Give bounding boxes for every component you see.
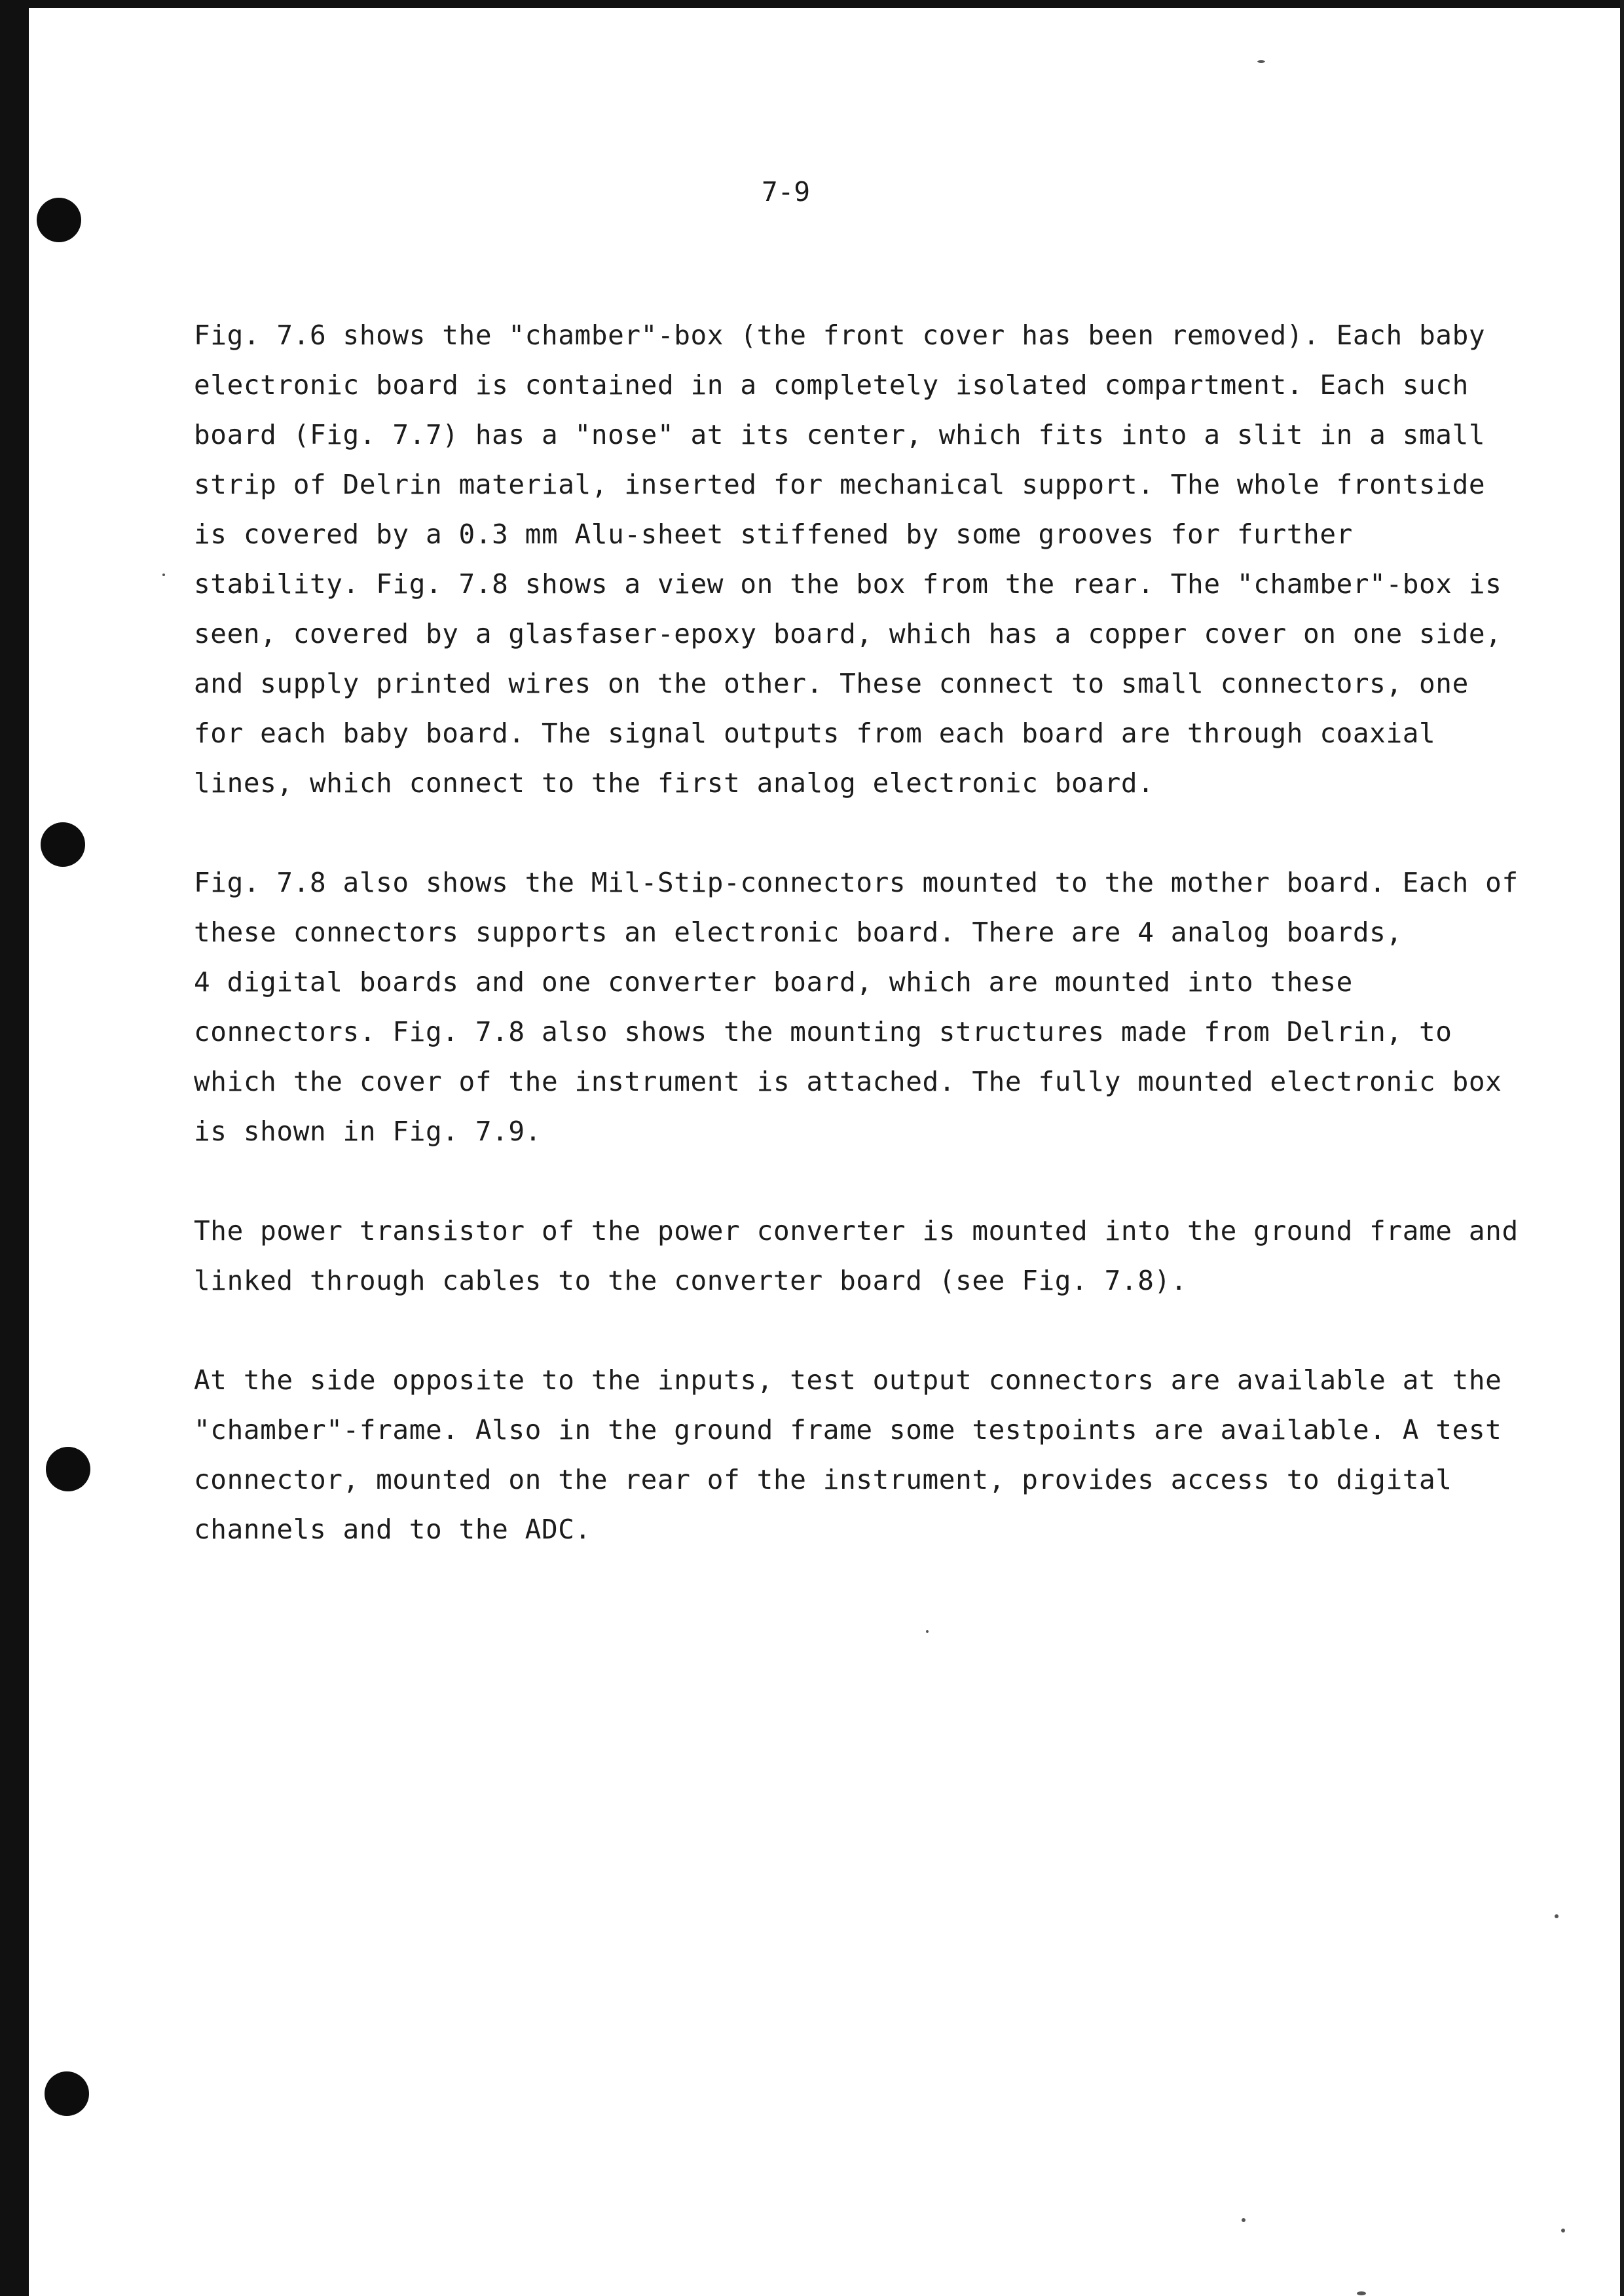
paragraph-mother-board: Fig. 7.8 also shows the Mil-Stip-connectors mounted to the mother board. Each of these connectors supports an electronic board. There are 4 analog boards, 4 digital boards and one converter board, which are mounted into these connectors. Fig. 7.8 also shows the mounting structures made from Delrin, to which the cover of the instrument is attached. The fully mounted electronic box is shown in Fig. 7.9. (194, 867, 1519, 1147)
scan-speck (1257, 60, 1265, 63)
scan-border-top (0, 0, 1624, 8)
paragraph-test-connectors: At the side opposite to the inputs, test output connectors are available at the "chamber"-frame. Also in the ground frame some testpoints are available. A test connector, mounted on the rear of the instrument, provides access to digital channels and to the ADC. (194, 1364, 1502, 1545)
punch-hole-icon (41, 822, 85, 867)
scan-speck (926, 1630, 929, 1633)
punch-hole-icon (45, 2071, 89, 2116)
punch-hole-icon (37, 198, 81, 242)
scan-speck (162, 574, 165, 576)
paragraph-power-transistor: The power transistor of the power converter is mounted into the ground frame and linked through cables to the converter board (see Fig. 7.8). (194, 1215, 1519, 1296)
scan-border-left (0, 0, 29, 2296)
scan-speck (1357, 2291, 1366, 2295)
body-text (194, 310, 1543, 1604)
scan-speck (1242, 2218, 1246, 2222)
punch-hole-icon (46, 1447, 90, 1491)
paragraph-chamber-box: Fig. 7.6 shows the "chamber"-box (the front cover has been removed). Each baby electronic board is contained in a completely isolated compartment. Each such board (Fig. 7.7) has a "nose" at its center, which fits into a slit in a small strip of Delrin material, inserted for mechanical support. The whole frontside is covered by a 0.3 mm Alu-sheet stiffened by some grooves for further stability. Fig. 7.8 shows a view on the box from the rear. The "chamber"-box is seen, covered by a glasfaser-epoxy board, which has a copper cover on one side, and supply printed wires on the other. These connect to small connectors, one for each baby board. The signal outputs from each board are through coaxial lines, which connect to the first analog electronic board. (194, 319, 1502, 799)
scan-speck (1561, 2229, 1565, 2232)
scan-border-right (1620, 0, 1624, 2296)
scan-speck (1555, 1914, 1559, 1918)
page-number: 7-9 (761, 176, 811, 208)
